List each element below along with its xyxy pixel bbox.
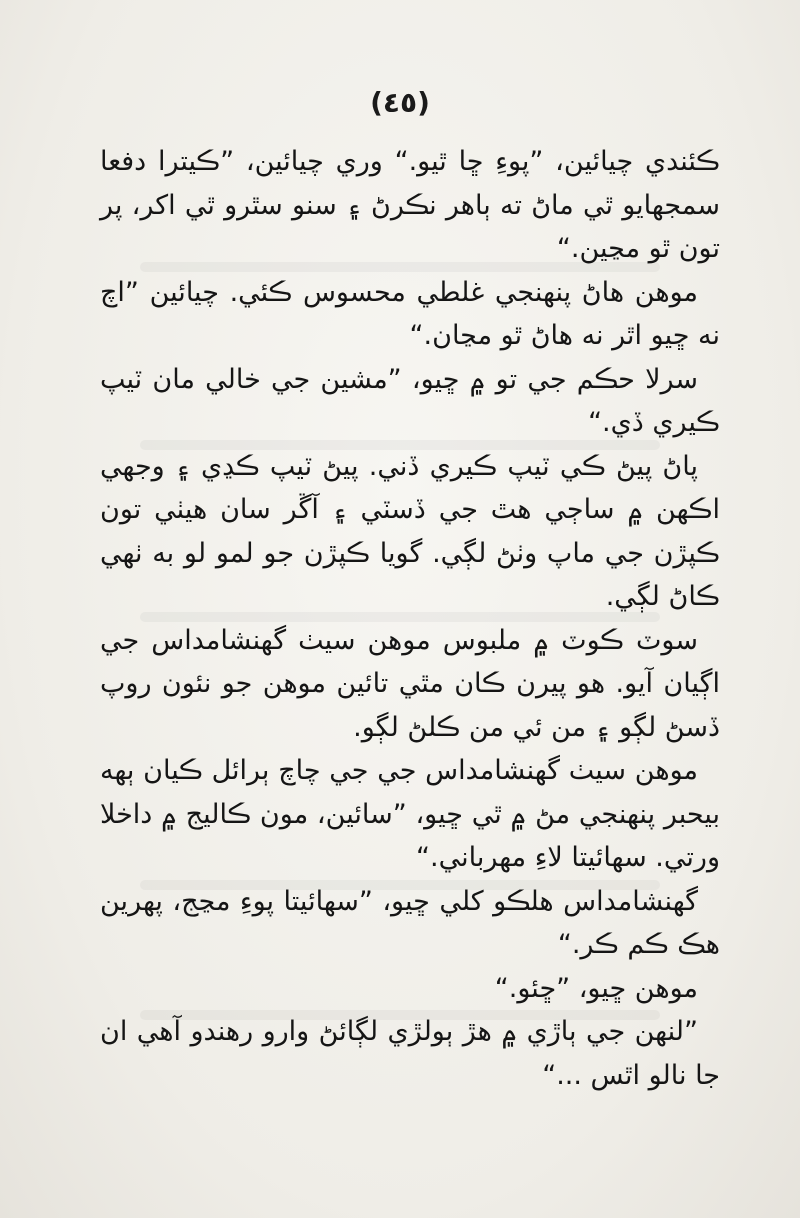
paragraph: ”لنهن جي ٻاڙي ۾ هڙ ٻولڙي لڳائڻ وارو رهندو آهي ان جا نالو اٿس ...“ — [100, 1016, 720, 1091]
paragraph: سرلا حڪم جي تو ۾ ڇيو، ”مشين جي خالي مان ٽيپ ڪيري ڏي.“ — [100, 363, 720, 438]
page-number: (٤٥) — [370, 86, 430, 119]
paragraph: موهن ڇيو، ”ڇئو.“ — [494, 972, 698, 1004]
paragraph: موهن سيٺ گهنشامداس جي جي چاچ ٻرائل ڪيان ٻهه بيحبر پنهنجي مڻ ۾ ٿي ڇيو، ”سائين، مون ڪاليج ۾ داخلا ورتي. سهائيتا لاءِ مهرباني.“ — [100, 755, 720, 873]
paragraph: سوٽ ڪوٽ ۾ ملبوس موهن سيٺ گهنشامداس جي اڳيان آيو. هو پيرن ڪان مٿي تائين موهن جو نئون روپ ڏسڻ لڳو ۽ من ئي من ڪلڻ لڳو. — [100, 624, 720, 743]
paragraph: ڪئندي چيائين، ”پوءِ ڇا ٿيو.“ وري چيائين، ”ڪيترا دفعا سمجهايو ٿي ماڻ ته ٻاهر نڪرڻ ۽ سنو سٿرو ٿي اکر، پر تون ٿو مڃين.“ — [100, 146, 720, 264]
paragraph: پاڻ پيڻ ڪي ٽيپ ڪيري ڏني. پيڻ ٽيپ ڪڍي ۽ وجهي اڪهن ۾ ساڄي هٿ جي ڏسٽي ۽ آڱر سان هيٺي تون ڪپڙن جي ماپ وٺڻ لڳي. گويا ڪپڙن جو لمو لو به ٺهي ڪاڻ لڳي. — [100, 450, 720, 612]
paragraph: گهنشامداس هلڪو کلي ڇيو، ”سهائيتا پوءِ مڃج، پهرين هڪ ڪم ڪر.“ — [100, 885, 720, 960]
body-text — [100, 140, 720, 1097]
paragraph: موهن هاڻ پنهنجي غلطي محسوس ڪئي. چيائين ”اچ نه ڇيو اٿر نه هاڻ ٿو مڃان.“ — [100, 276, 720, 351]
